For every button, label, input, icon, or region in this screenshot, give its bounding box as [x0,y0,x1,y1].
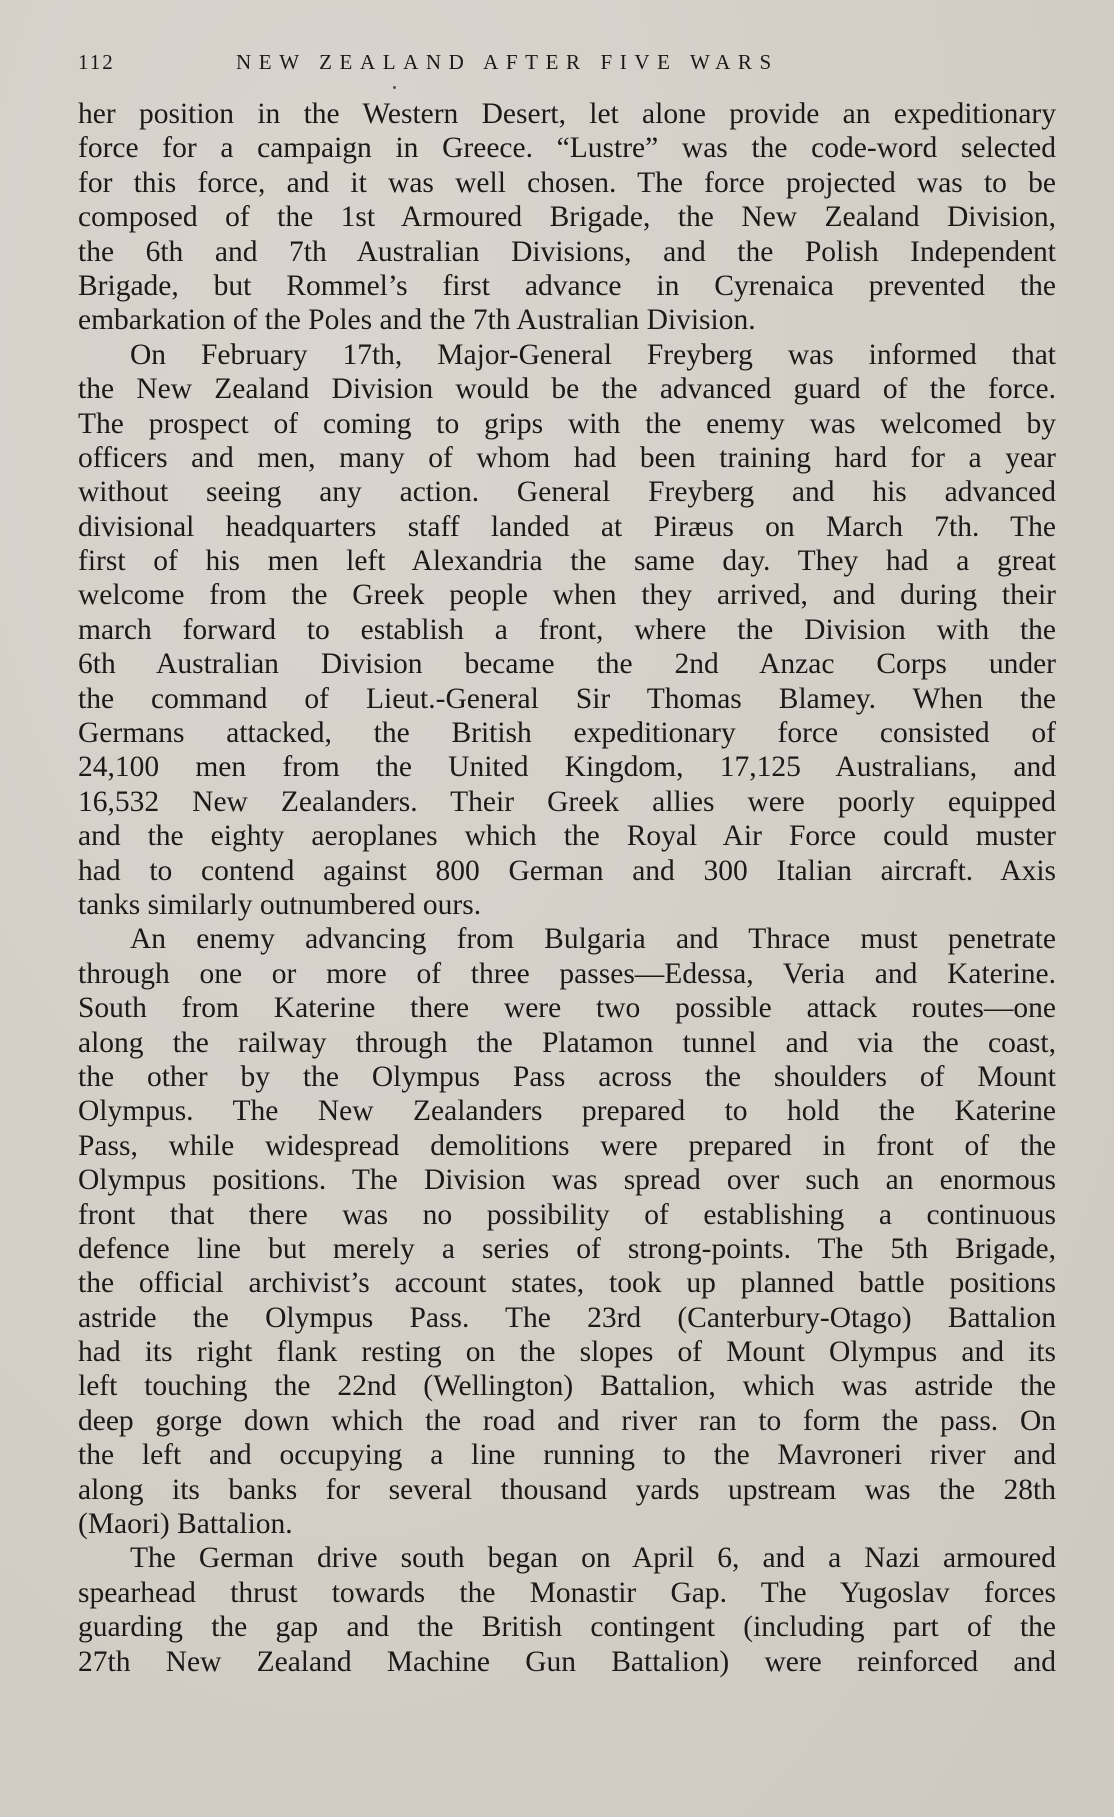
ink-speck [393,86,396,89]
book-title: NEW ZEALAND AFTER FIVE WARS [236,50,779,74]
text-line: the New Zealand Division would be the advanced guard of the force. [78,373,1056,406]
text-line: embarkation of the Poles and the 7th Australian Division. [78,304,756,337]
text-line: 27th New Zealand Machine Gun Battalion) were reinforced and [78,1645,1056,1678]
text-line: and the eighty aeroplanes which the Royal Air Force could muster [78,820,1056,853]
text-line: the other by the Olympus Pass across the shoulders of Mount [78,1060,1056,1093]
text-line: 6th Australian Division became the 2nd Anzac Corps under [78,648,1056,681]
text-line: (Maori) Battalion. [78,1508,293,1541]
text-line: composed of the 1st Armoured Brigade, the New Zealand Division, [78,201,1056,234]
text-line: the command of Lieut.-General Sir Thomas Blamey. When the [78,682,1056,715]
text-line: the 6th and 7th Australian Divisions, and the Polish Independent [78,235,1056,268]
text-line: On February 17th, Major-General Freyberg was informed that [130,338,1056,371]
text-line: without seeing any action. General Freyberg and his advanced [78,476,1056,509]
text-line: march forward to establish a front, where the Division with the [78,613,1056,646]
text-line: 24,100 men from the United Kingdom, 17,125 Australians, and [78,751,1056,784]
text-line: Olympus. The New Zealanders prepared to hold the Katerine [78,1095,1056,1128]
text-line: along the railway through the Platamon tunnel and via the coast, [78,1026,1056,1059]
page-number: 112 [78,50,115,74]
text-line: Pass, while widespread demolitions were prepared in front of the [78,1129,1056,1162]
text-line: for this force, and it was well chosen. The force projected was to be [78,166,1056,199]
text-line: the official archivist’s account states, took up planned battle positions [78,1267,1056,1300]
text-line: had to contend against 800 German and 300 Italian aircraft. Axis [78,854,1056,887]
text-line: South from Katerine there were two possible attack routes—one [78,992,1056,1025]
text-line: the left and occupying a line running to the Mavroneri river and [78,1439,1056,1472]
text-line: force for a campaign in Greece. “Lustre” was the code-word selected [78,132,1056,165]
running-head [78,50,1056,84]
text-line: The prospect of coming to grips with the enemy was welcomed by [78,407,1056,440]
text-line: welcome from the Greek people when they arrived, and during their [78,579,1056,612]
text-line: astride the Olympus Pass. The 23rd (Canterbury-Otago) Battalion [78,1301,1056,1334]
text-line: divisional headquarters staff landed at Piræus on March 7th. The [78,510,1056,543]
text-line: first of his men left Alexandria the same day. They had a great [78,545,1056,578]
text-line: her position in the Western Desert, let alone provide an expeditionary [78,98,1056,130]
text-line: deep gorge down which the road and river ran to form the pass. On [78,1404,1056,1437]
text-line: along its banks for several thousand yards upstream was the 28th [78,1473,1056,1506]
text-line: front that there was no possibility of establishing a continuous [78,1198,1056,1231]
text-line: Brigade, but Rommel’s first advance in Cyrenaica prevented the [78,269,1056,302]
text-line: The German drive south began on April 6, and a Nazi armoured [130,1542,1056,1575]
text-line: spearhead thrust towards the Monastir Gap. The Yugoslav forces [78,1576,1056,1609]
text-line: Germans attacked, the British expeditionary force consisted of [78,717,1056,750]
text-line: defence line but merely a series of strong-points. The 5th Brigade, [78,1232,1056,1265]
body-text [78,97,1056,1679]
text-line: left touching the 22nd (Wellington) Battalion, which was astride the [78,1370,1056,1403]
text-line: 16,532 New Zealanders. Their Greek allies were poorly equipped [78,785,1056,818]
text-line: guarding the gap and the British contingent (including part of the [78,1611,1056,1644]
text-line: had its right flank resting on the slopes of Mount Olympus and its [78,1336,1056,1369]
text-line: officers and men, many of whom had been training hard for a year [78,441,1056,474]
text-line: tanks similarly outnumbered ours. [78,888,482,921]
text-line: Olympus positions. The Division was spread over such an enormous [78,1164,1056,1197]
text-line: An enemy advancing from Bulgaria and Thrace must penetrate [130,923,1056,956]
text-line: through one or more of three passes—Edessa, Veria and Katerine. [78,957,1056,990]
